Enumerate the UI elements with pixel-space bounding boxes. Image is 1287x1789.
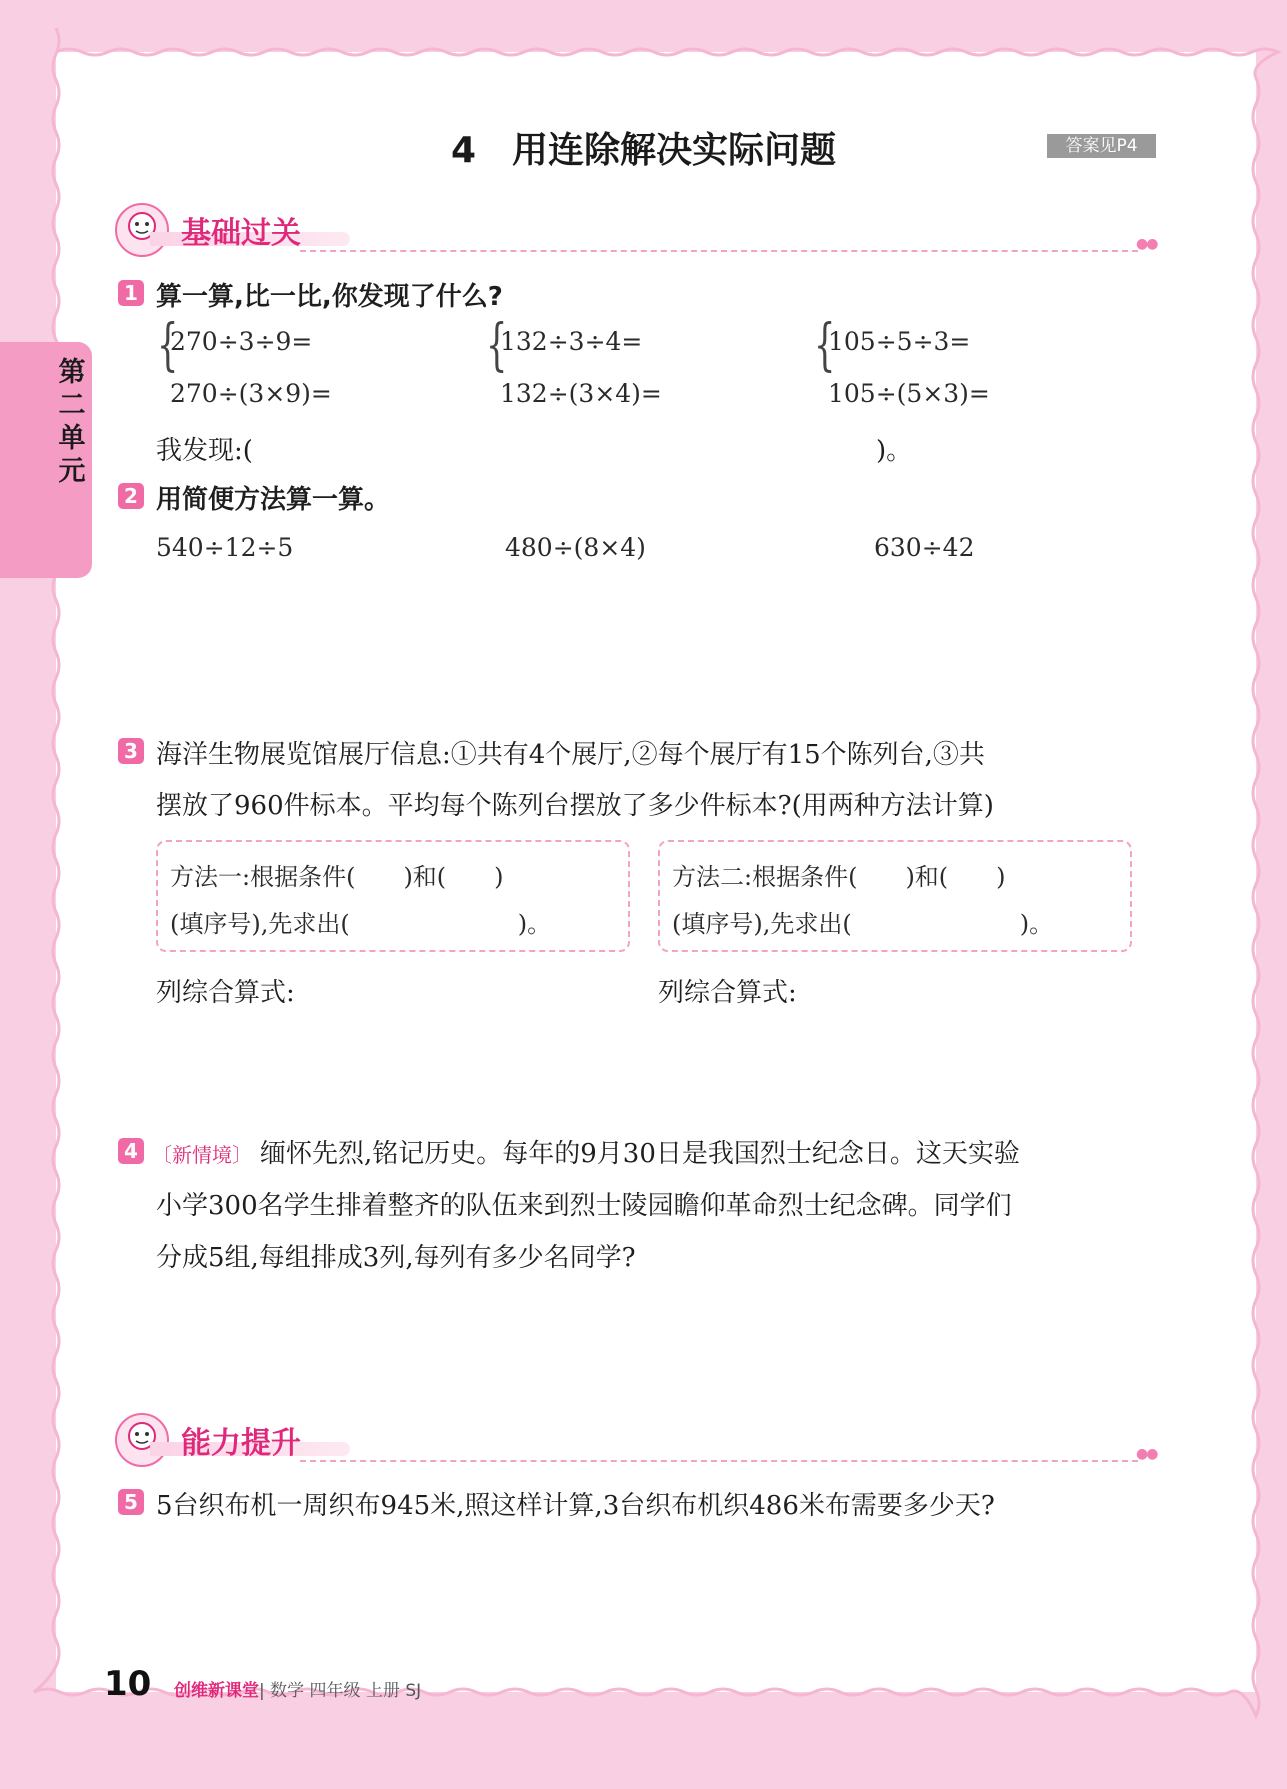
question-2-text: 用简便方法算一算。	[156, 485, 391, 515]
method-one-line-2: (填序号),先求出( )。	[170, 910, 552, 938]
brace-group-1: {	[157, 313, 179, 378]
decorative-dots: ●●	[1136, 236, 1157, 252]
method-two-line-2: (填序号),先求出( )。	[672, 910, 1054, 938]
brace-group-2: {	[486, 313, 508, 378]
method-two-line-1: 方法二:根据条件( )和( )	[672, 863, 1006, 891]
method-one-line-1: 方法一:根据条件( )和( )	[170, 863, 504, 891]
calc-item: 480÷(8×4)	[505, 533, 646, 562]
brace-group-3: {	[814, 313, 836, 378]
question-1-finding-label: 我发现:(	[156, 436, 253, 466]
question-number-4: 4	[118, 1138, 144, 1164]
question-number-2: 2	[118, 483, 144, 509]
calc-item: 630÷42	[874, 533, 975, 562]
cartoon-mascot-icon	[114, 202, 170, 258]
page-title: 4 用连除解决实际问题	[450, 130, 837, 171]
section-divider	[300, 250, 1138, 252]
footer-subject: | 数学 四年级 上册 SJ	[259, 1681, 422, 1701]
section-title-basic: 基础过关	[181, 216, 301, 251]
formula-label-2: 列综合算式:	[658, 978, 797, 1008]
footer-brand: 创维新课堂	[174, 1681, 259, 1701]
section-divider	[300, 1460, 1138, 1462]
question-4-line-3: 分成5组,每组排成3列,每列有多少名同学?	[156, 1243, 636, 1273]
question-4-line-2: 小学300名学生排着整齐的队伍来到烈士陵园瞻仰革命烈士纪念碑。同学们	[156, 1191, 1012, 1221]
question-1-text: 算一算,比一比,你发现了什么?	[156, 282, 503, 312]
section-title-advanced: 能力提升	[181, 1426, 301, 1461]
equation: 132÷(3×4)=	[500, 379, 662, 408]
question-4-line-1: 缅怀先烈,铭记历史。每年的9月30日是我国烈士纪念日。这天实验	[260, 1139, 1020, 1169]
question-number-1: 1	[118, 280, 144, 306]
equation: 270÷3÷9=	[170, 327, 313, 356]
question-number-5: 5	[118, 1489, 144, 1515]
question-number-3: 3	[118, 738, 144, 764]
question-3-line-2: 摆放了960件标本。平均每个陈列台摆放了多少件标本?(用两种方法计算)	[156, 791, 994, 821]
unit-side-tab-label: 第 二 单 元	[58, 357, 86, 487]
page-number: 10	[104, 1664, 152, 1704]
answer-reference-badge: 答案见P4	[1047, 134, 1156, 158]
new-context-tag: 〔新情境〕	[152, 1143, 252, 1167]
footer-info	[174, 1676, 421, 1701]
cartoon-mascot-icon	[114, 1412, 170, 1468]
equation: 105÷(5×3)=	[828, 379, 990, 408]
equation: 132÷3÷4=	[500, 327, 643, 356]
question-3-line-1: 海洋生物展览馆展厅信息:①共有4个展厅,②每个展厅有15个陈列台,③共	[156, 740, 985, 770]
decorative-dots: ●●	[1136, 1446, 1157, 1462]
question-1-finding-close: )。	[876, 436, 913, 466]
formula-label-1: 列综合算式:	[156, 978, 295, 1008]
equation: 105÷5÷3=	[828, 327, 971, 356]
question-5-text: 5台织布机一周织布945米,照这样计算,3台织布机织486米布需要多少天?	[156, 1491, 995, 1521]
calc-item: 540÷12÷5	[156, 533, 294, 562]
equation: 270÷(3×9)=	[170, 379, 332, 408]
